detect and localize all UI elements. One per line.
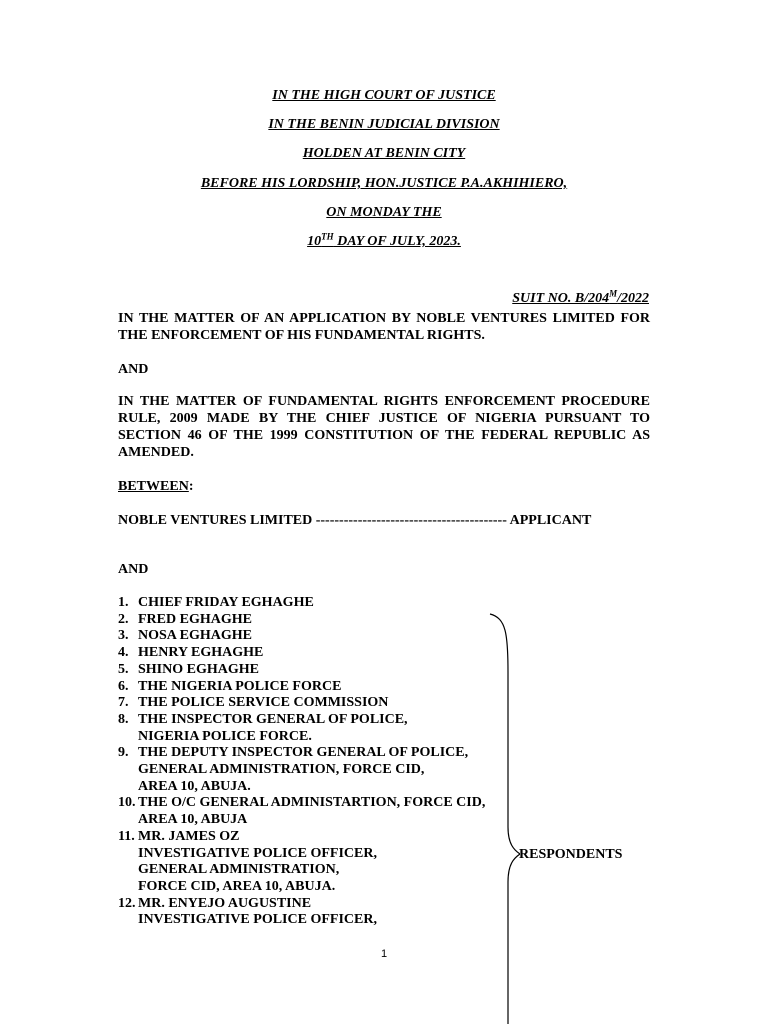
sitting-day: ON MONDAY THE <box>326 205 442 220</box>
respondent-text: THE O/C GENERAL ADMINISTARTION, FORCE CID, <box>138 795 486 811</box>
respondent-number: 5. <box>118 661 129 677</box>
respondent-item <box>118 762 518 779</box>
respondent-text: SHINO EGHAGHE <box>138 661 259 677</box>
respondent-item <box>118 829 518 846</box>
respondent-text: GENERAL ADMINISTRATION, FORCE CID, <box>138 762 425 778</box>
matter-procedure-rule: IN THE MATTER OF FUNDAMENTAL RIGHTS ENFORCEMENT PROCEDURE RULE, 2009 MADE BY THE CHIEF JUSTICE OF NIGERIA PURSUANT TO SECTION 46 OF THE 1999 CONSTITUTION OF THE FEDERAL REPUBLIC AS AMENDED. <box>118 394 650 460</box>
between-heading: BETWEEN: <box>118 479 194 494</box>
suit-number: SUIT NO. $B/204^M/2022$ <box>512 288 649 306</box>
and-separator-1: AND <box>118 362 149 377</box>
respondent-number: 7. <box>118 695 129 711</box>
respondent-number <box>118 912 138 929</box>
respondent-number: 2. <box>118 611 129 627</box>
respondent-item <box>118 695 518 712</box>
respondent-item <box>118 795 518 812</box>
respondent-text: HENRY EGHAGHE <box>138 645 264 661</box>
before-judge: BEFORE HIS LORDSHIP, HON.JUSTICE P.A.AKHIHIERO, <box>200 176 568 191</box>
respondent-text: FORCE CID, AREA 10, ABUJA. <box>138 878 336 894</box>
respondent-item <box>118 912 518 929</box>
respondent-item <box>118 745 518 762</box>
respondent-number <box>118 812 138 829</box>
respondent-text: THE INSPECTOR GENERAL OF POLICE, <box>138 711 408 727</box>
respondent-number <box>118 879 138 896</box>
and-separator-2: AND <box>118 562 149 577</box>
sitting-date: 10TH DAY OF JULY, 2023. <box>307 231 461 249</box>
respondent-number: 8. <box>118 711 129 727</box>
right-brace-icon <box>488 612 520 1024</box>
respondent-item <box>118 862 518 879</box>
respondent-text: FRED EGHAGHE <box>138 611 252 627</box>
judicial-division: IN THE BENIN JUDICIAL DIVISION <box>268 117 500 132</box>
respondent-item <box>118 846 518 863</box>
respondents-list <box>118 595 518 929</box>
respondent-item <box>118 612 518 629</box>
respondent-item <box>118 896 518 913</box>
respondent-text: THE DEPUTY INSPECTOR GENERAL OF POLICE, <box>138 745 469 761</box>
respondent-number: 12. <box>118 895 136 911</box>
respondent-text: INVESTIGATIVE POLICE OFFICER, <box>138 845 377 861</box>
respondent-text: AREA 10, ABUJA <box>138 812 248 828</box>
respondent-text: AREA 10, ABUJA. <box>138 778 251 794</box>
respondent-number: 4. <box>118 645 129 661</box>
respondent-item <box>118 812 518 829</box>
respondent-number: 3. <box>118 628 129 644</box>
respondent-number <box>118 846 138 863</box>
respondent-number <box>118 762 138 779</box>
respondents-label: RESPONDENTS <box>519 847 623 862</box>
respondent-text: INVESTIGATIVE POLICE OFFICER, <box>138 912 377 928</box>
respondent-text: NIGERIA POLICE FORCE. <box>138 728 312 744</box>
applicant-line: NOBLE VENTURES LIMITED ----------------------------------------- APPLICANT <box>118 513 592 528</box>
respondent-item <box>118 779 518 796</box>
respondent-number <box>118 862 138 879</box>
respondent-text: MR. JAMES OZ <box>138 828 240 844</box>
court-title: IN THE HIGH COURT OF JUSTICE <box>272 88 496 103</box>
respondent-item <box>118 712 518 729</box>
page-number: 1 <box>380 948 388 960</box>
respondent-item <box>118 679 518 696</box>
respondent-text: THE POLICE SERVICE COMMISSION <box>138 695 389 711</box>
respondent-item <box>118 595 518 612</box>
respondent-text: NOSA EGHAGHE <box>138 628 252 644</box>
respondent-text: GENERAL ADMINISTRATION, <box>138 862 340 878</box>
matter-application: IN THE MATTER OF AN APPLICATION BY NOBLE VENTURES LIMITED FOR THE ENFORCEMENT OF HIS FUNDAMENTAL RIGHTS. <box>118 311 650 343</box>
respondent-text: MR. ENYEJO AUGUSTINE <box>138 895 312 911</box>
respondent-item <box>118 628 518 645</box>
respondent-text: CHIEF FRIDAY EGHAGHE <box>138 595 314 610</box>
respondent-number: 11. <box>118 828 135 844</box>
respondent-item <box>118 645 518 662</box>
respondent-number <box>118 729 138 746</box>
respondent-item <box>118 729 518 746</box>
holden-at: HOLDEN AT BENIN CITY <box>302 146 466 161</box>
respondent-item <box>118 879 518 896</box>
respondent-text: THE NIGERIA POLICE FORCE <box>138 678 342 694</box>
respondent-number: 1. <box>118 595 129 610</box>
respondent-number: 10. <box>118 795 136 811</box>
respondent-number <box>118 779 138 796</box>
respondent-number: 6. <box>118 678 129 694</box>
respondent-item <box>118 662 518 679</box>
respondent-number: 9. <box>118 745 129 761</box>
